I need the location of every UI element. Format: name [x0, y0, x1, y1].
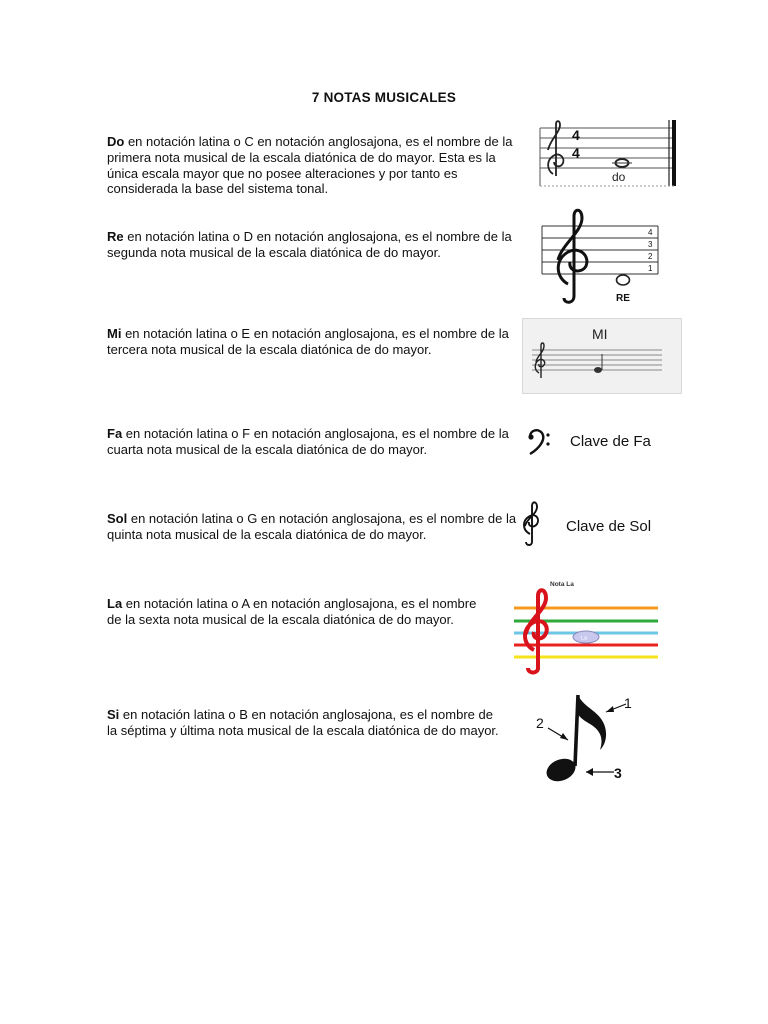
- paragraph-la: [107, 596, 487, 628]
- treble-clef-figure: [518, 500, 674, 548]
- paragraph-fa: [107, 426, 519, 458]
- treble-clef-icon: [558, 210, 587, 302]
- note-name: Mi: [107, 326, 122, 341]
- page-title: 7 NOTAS MUSICALES: [311, 90, 457, 105]
- note-description: en notación latina o E en notación anglosajona, es el nombre de la tercera nota musical de la escala diatónica de do mayor.: [107, 326, 509, 357]
- callout-number: 3: [614, 765, 622, 781]
- note-name: Re: [107, 229, 124, 244]
- note-description: en notación latina o F en notación anglosajona, es el nombre de la cuarta nota musical de la escala diatónica de do mayor.: [107, 426, 509, 457]
- note-description: en notación latina o D en notación anglosajona, es el nombre de la segunda nota musical de la escala diatónica de do mayor.: [107, 229, 512, 260]
- do-note-staff-figure: [536, 118, 678, 188]
- note-description: en notación latina o G en notación anglosajona, es el nombre de la quinta nota musical de la escala diatónica de do mayor.: [107, 511, 517, 542]
- figure-label: MI: [592, 326, 608, 342]
- paragraph-mi: [107, 326, 519, 358]
- paragraph-si: [107, 707, 499, 739]
- line-number: 1: [648, 264, 653, 273]
- note-label: La: [581, 635, 588, 642]
- figure-label: Nota La: [550, 581, 574, 588]
- note-description: en notación latina o C en notación anglosajona, es el nombre de la primera nota musical de la escala diatónica de do mayor. Esta es la única escala mayor que no posee alteraciones y por tanto es considerada la base del sistema tonal.: [107, 134, 513, 197]
- quarter-note-icon: [594, 367, 602, 373]
- paragraph-re: [107, 229, 519, 261]
- paragraph-do: [107, 134, 519, 197]
- note-name: Si: [107, 707, 120, 722]
- la-note-colored-staff-figure: [510, 578, 662, 674]
- figure-label: Clave de Sol: [566, 518, 652, 535]
- callout-number: 1: [624, 695, 632, 711]
- note-stem-icon: [575, 695, 578, 766]
- line-number: 2: [648, 252, 653, 261]
- figure-label: RE: [616, 293, 630, 304]
- note-name: Sol: [107, 511, 128, 526]
- note-description: en notación latina o A en notación anglosajona, es el nombre de la sexta nota musical de la escala diatónica de do mayor.: [107, 596, 477, 627]
- figure-label: do: [612, 170, 626, 184]
- callout-number: 2: [536, 715, 544, 731]
- mi-note-staff-figure: [522, 318, 682, 394]
- treble-clef-icon: [524, 502, 538, 545]
- line-number: 4: [648, 228, 653, 237]
- note-name: Fa: [107, 426, 123, 441]
- paragraph-sol: [107, 511, 519, 543]
- time-signature-top: 4: [572, 127, 580, 143]
- note-flag-icon: [578, 695, 606, 750]
- note-name: Do: [107, 134, 125, 149]
- note-name: La: [107, 596, 123, 611]
- figure-label: Clave de Fa: [570, 433, 651, 450]
- whole-note-icon: [617, 275, 630, 285]
- re-note-staff-figure: [538, 208, 662, 306]
- bass-clef-figure: [524, 424, 674, 460]
- line-number: 3: [648, 240, 653, 249]
- note-description: en notación latina o B en notación anglosajona, es el nombre de la séptima y última nota musical de la escala diatónica de do mayor.: [107, 707, 499, 738]
- eighth-note-parts-figure: [528, 690, 638, 786]
- time-signature-bottom: 4: [572, 145, 580, 161]
- treble-clef-icon: [525, 590, 547, 672]
- bass-clef-icon: [530, 430, 543, 454]
